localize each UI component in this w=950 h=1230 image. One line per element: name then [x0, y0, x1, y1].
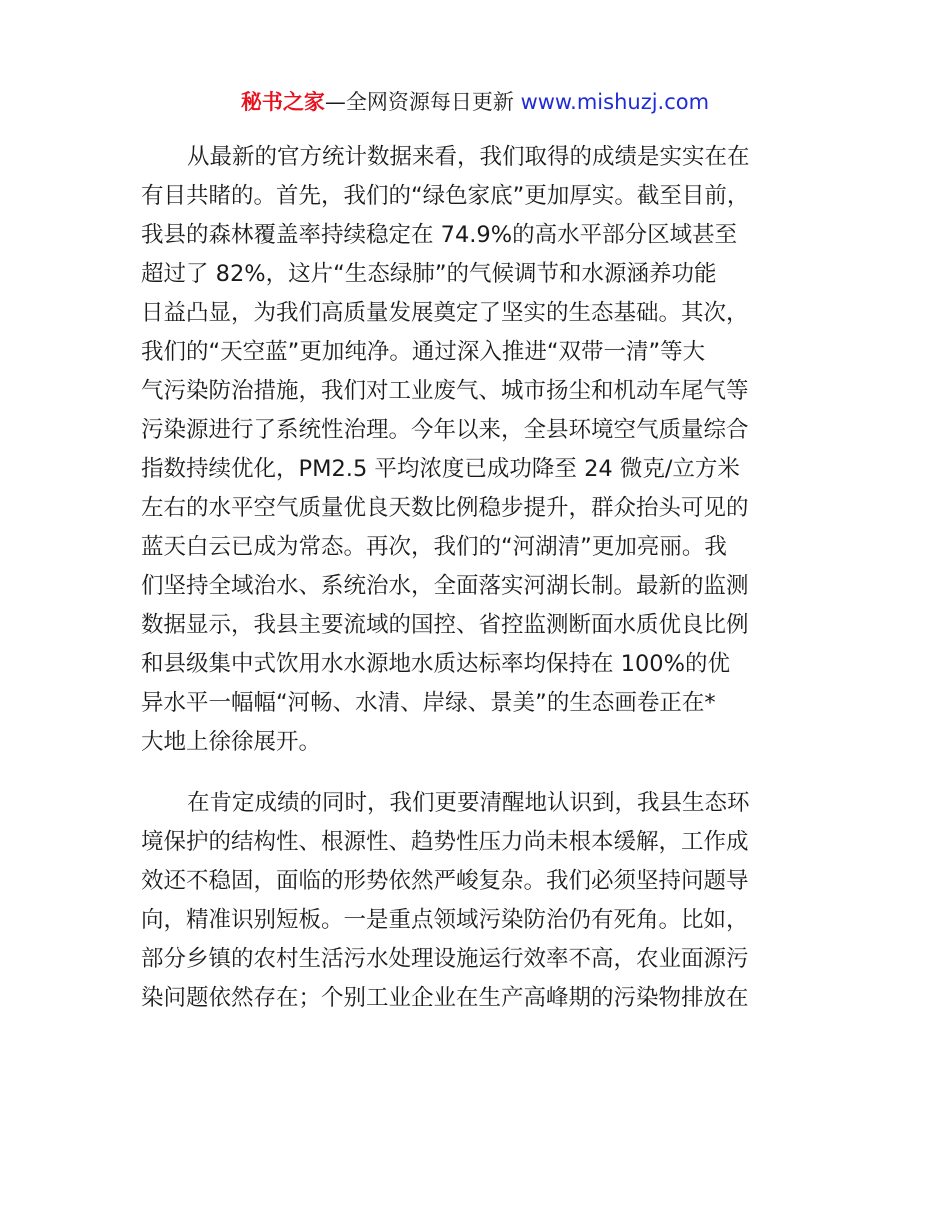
text-line: 污染源进行了系统性治理。今年以来，全县环境空气质量综合 [141, 417, 749, 443]
text-line: 左右的水平空气质量优良天数比例稳步提升，群众抬头可见的 [141, 495, 749, 521]
text-line: 们坚持全域治水、系统治水，全面落实河湖长制。最新的监测 [141, 573, 749, 599]
text-line: 数据显示，我县主要流域的国控、省控监测断面水质优良比例 [141, 612, 749, 638]
text-line: 超过了 82%，这片“生态绿肺”的气候调节和水源涵养功能 [141, 261, 717, 287]
paragraph-2 [141, 784, 821, 1018]
text-line: 有目共睹的。首先，我们的“绿色家底”更加厚实。截至目前， [141, 183, 750, 209]
text-line: 境保护的结构性、根源性、趋势性压力尚未根本缓解，工作成 [141, 829, 749, 855]
paragraph-spacer [141, 762, 821, 784]
text-line: 异水平一幅幅“河畅、水清、岸绿、景美”的生态画卷正在* [141, 690, 716, 716]
text-line: 大地上徐徐展开。 [141, 729, 322, 755]
text-line: 我县的森林覆盖率持续稳定在 74.9%的高水平部分区域甚至 [141, 222, 738, 248]
text-line: 部分乡镇的农村生活污水处理设施运行效率不高，农业面源污 [141, 946, 749, 972]
text-line: 我们的“天空蓝”更加纯净。通过深入推进“双带一清”等大 [141, 339, 706, 365]
brand-name: 秘书之家 [240, 90, 325, 114]
header-tagline: —全网资源每日更新 [324, 90, 514, 114]
text-line: 指数持续优化，PM2.5 平均浓度已成功降至 24 微克/立方米 [141, 456, 740, 482]
paragraph-1 [141, 138, 821, 762]
document-body [141, 138, 821, 1018]
site-url-link[interactable]: www.mishuzj.com [520, 90, 710, 114]
text-line: 日益凸显，为我们高质量发展奠定了坚实的生态基础。其次， [141, 300, 749, 326]
document-header [0, 88, 950, 116]
text-line: 在肯定成绩的同时，我们更要清醒地认识到，我县生态环 [187, 790, 750, 816]
text-line: 蓝天白云已成为常态。再次，我们的“河湖清”更加亮丽。我 [141, 534, 727, 560]
text-line: 和县级集中式饮用水水源地水质达标率均保持在 100%的优 [141, 651, 730, 677]
text-line: 效还不稳固，面临的形势依然严峻复杂。我们必须坚持问题导 [141, 868, 749, 894]
text-line: 染问题依然存在；个别工业企业在生产高峰期的污染物排放在 [141, 985, 749, 1011]
text-line: 气污染防治措施，我们对工业废气、城市扬尘和机动车尾气等 [141, 378, 749, 404]
text-line: 向，精准识别短板。一是重点领域污染防治仍有死角。比如， [141, 907, 749, 933]
text-line: 从最新的官方统计数据来看，我们取得的成绩是实实在在 [187, 144, 750, 170]
